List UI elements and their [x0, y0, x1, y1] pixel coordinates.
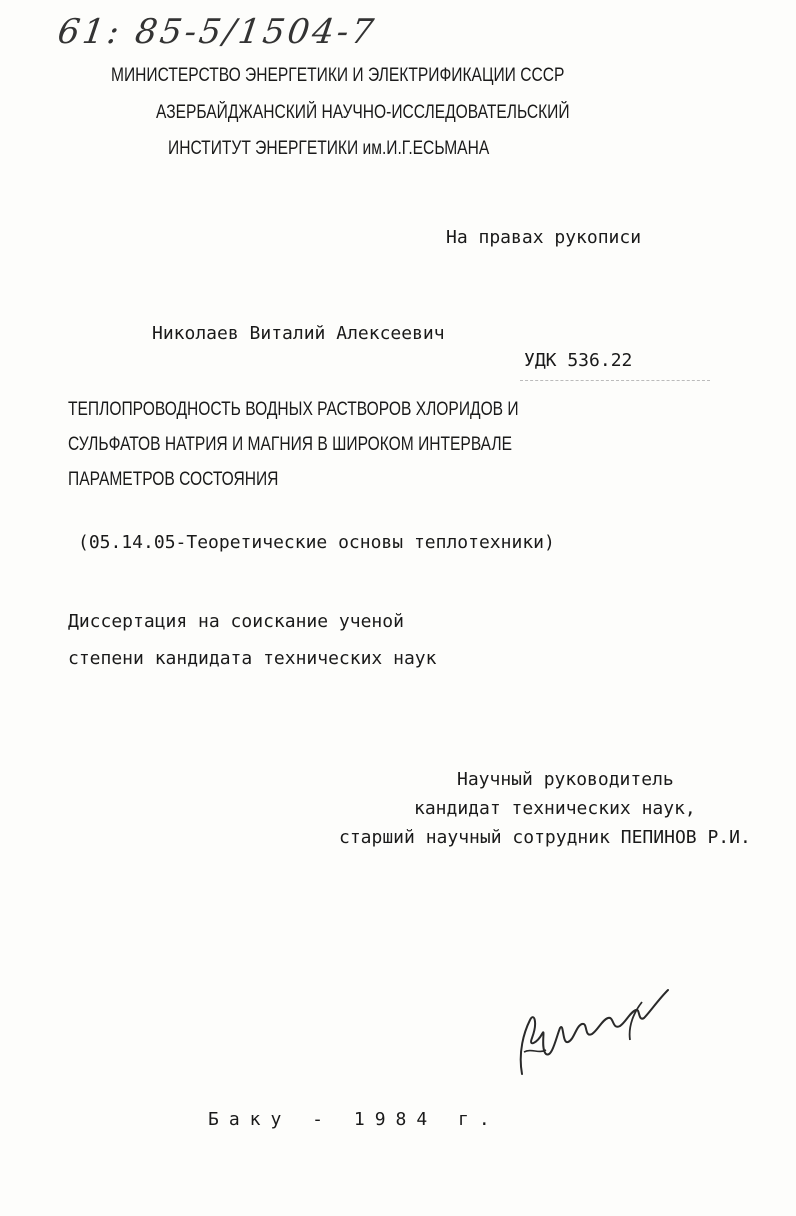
degree-line-2: степени кандидата технических наук [68, 648, 437, 669]
degree-line-1: Диссертация на соискание ученой [68, 611, 404, 632]
ministry-header: МИНИСТЕРСТВО ЭНЕРГЕТИКИ И ЭЛЕКТРИФИКАЦИИ СССР [111, 65, 565, 86]
title-line-3: ПАРАМЕТРОВ СОСТОЯНИЯ [68, 469, 279, 490]
supervisor-line-2: кандидат технических наук, [414, 798, 696, 819]
title-line-1: ТЕПЛОПРОВОДНОСТЬ ВОДНЫХ РАСТВОРОВ ХЛОРИДОВ И [68, 399, 519, 420]
archive-number: 61: 85-5/1504-7 [55, 12, 379, 52]
author-signature [512, 982, 682, 1082]
udk-code: УДК 536.22 [524, 350, 633, 371]
supervisor-line-1: Научный руководитель [457, 769, 674, 790]
rights-note: На правах рукописи [446, 227, 642, 248]
title-line-2: СУЛЬФАТОВ НАТРИЯ И МАГНИЯ В ШИРОКОМ ИНТЕРВАЛЕ [68, 434, 513, 455]
author-name: Николаев Виталий Алексеевич [152, 323, 445, 344]
supervisor-line-3: старший научный сотрудник ПЕПИНОВ Р.И. [339, 827, 751, 848]
udk-underline [520, 380, 710, 383]
place-and-year: Баку - 1984 г. [208, 1109, 500, 1130]
institute-line-1: АЗЕРБАЙДЖАНСКИЙ НАУЧНО-ИССЛЕДОВАТЕЛЬСКИЙ [156, 102, 570, 123]
specialty-code: (05.14.05-Теоретические основы теплотехники) [78, 532, 555, 553]
institute-line-2: ИНСТИТУТ ЭНЕРГЕТИКИ им.И.Г.ЕСЬМАНА [168, 138, 490, 159]
